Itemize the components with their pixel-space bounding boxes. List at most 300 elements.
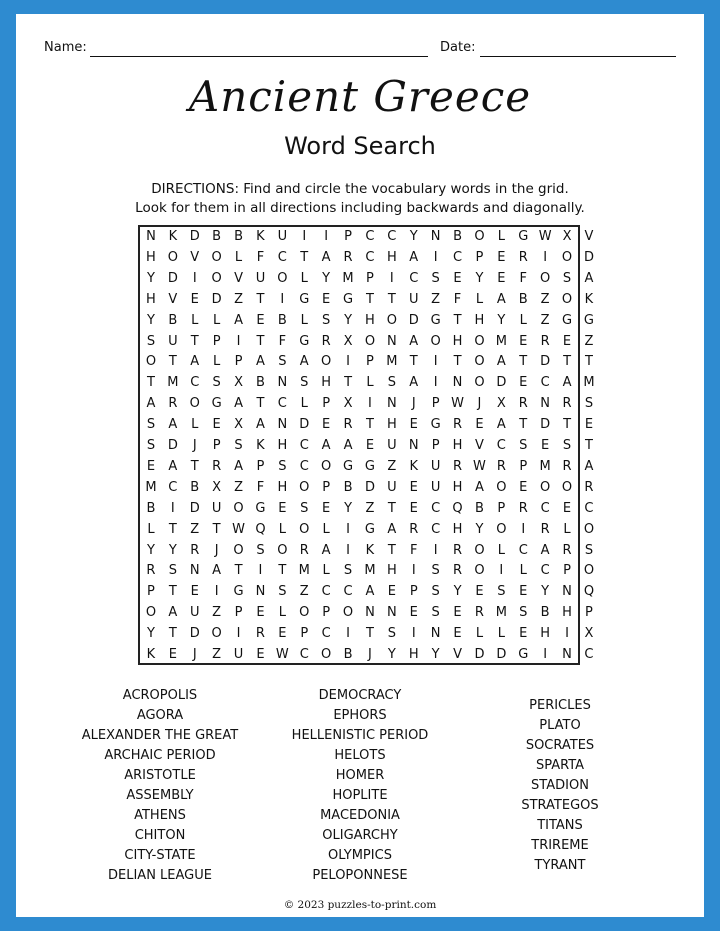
grid-letter: A	[190, 354, 200, 370]
grid-row	[140, 603, 593, 624]
grid-letter: G	[343, 291, 354, 307]
grid-letter: Y	[146, 270, 155, 286]
grid-letter: L	[300, 270, 308, 286]
grid-letter: A	[255, 417, 265, 433]
grid-letter: N	[365, 605, 375, 621]
grid-letter: S	[431, 270, 440, 286]
grid-letter: N	[540, 396, 550, 412]
grid-letter: A	[146, 396, 156, 412]
grid-letter: L	[497, 626, 505, 642]
grid-letter: U	[430, 458, 441, 474]
grid-letter: G	[299, 291, 310, 307]
grid-letter: A	[168, 605, 178, 621]
grid-letter: I	[368, 396, 372, 412]
grid-letter: K	[365, 542, 375, 558]
grid-letter: B	[146, 500, 156, 516]
grid-row	[140, 499, 594, 520]
grid-letter: L	[300, 312, 308, 328]
grid-letter: R	[518, 249, 528, 265]
grid-letter: U	[430, 479, 441, 495]
grid-letter: P	[431, 438, 440, 453]
name-line	[90, 56, 428, 57]
grid-letter: I	[521, 521, 526, 537]
grid-letter: T	[387, 542, 396, 558]
grid-letter: R	[453, 458, 463, 474]
grid-letter: T	[168, 584, 177, 600]
grid-letter: P	[256, 458, 265, 474]
grid-letter: Y	[168, 542, 177, 558]
grid-letter: H	[146, 249, 156, 265]
grid-letter: A	[496, 417, 506, 433]
grid-letter: W	[275, 647, 289, 662]
grid-letter: A	[496, 354, 506, 370]
grid-letter: O	[364, 333, 376, 349]
grid-letter: N	[430, 229, 441, 244]
grid-letter: A	[584, 270, 594, 286]
word-list-item: PERICLES	[529, 698, 591, 713]
grid-letter: A	[365, 584, 375, 600]
grid-letter: I	[389, 270, 394, 286]
word-list-item: TYRANT	[534, 858, 586, 873]
grid-letter: O	[189, 396, 200, 412]
grid-letter: O	[211, 626, 222, 642]
word-list-item: HOMER	[335, 768, 385, 783]
grid-letter: J	[411, 396, 416, 412]
grid-letter: E	[519, 626, 528, 642]
grid-letter: T	[453, 354, 462, 370]
grid-letter: U	[387, 479, 397, 495]
grid-letter: I	[433, 375, 438, 391]
grid-letter: Z	[234, 291, 243, 307]
grid-letter: E	[256, 605, 265, 621]
word-list-item: HELLENISTIC PERIOD	[291, 728, 429, 743]
grid-letter: Z	[299, 584, 309, 600]
grid-letter: K	[256, 438, 265, 453]
grid-letter: E	[322, 500, 331, 516]
grid-letter: I	[543, 249, 548, 265]
grid-letter: S	[562, 270, 572, 286]
grid-letter: H	[562, 605, 572, 621]
grid-letter: L	[475, 291, 484, 307]
grid-letter: P	[212, 333, 221, 349]
grid-letter: E	[409, 479, 418, 495]
grid-letter: A	[321, 438, 331, 453]
grid-letter: P	[234, 354, 243, 370]
grid-letter: G	[211, 396, 222, 412]
grid-row	[140, 436, 593, 457]
grid-letter: K	[168, 229, 178, 244]
grid-letter: B	[234, 229, 243, 244]
grid-letter: H	[474, 312, 485, 328]
grid-letter: O	[299, 521, 310, 537]
grid-row	[140, 290, 594, 311]
grid-letter: O	[540, 270, 551, 286]
grid-letter: G	[562, 312, 573, 328]
grid-letter: P	[497, 500, 506, 516]
grid-letter: E	[409, 417, 418, 433]
grid-letter: I	[236, 626, 241, 642]
grid-letter: O	[277, 542, 288, 558]
grid-letter: H	[277, 479, 288, 495]
grid-letter: O	[474, 333, 485, 349]
grid-letter: R	[474, 605, 484, 621]
word-list-item: AGORA	[136, 708, 184, 723]
grid-letter: T	[584, 438, 593, 453]
grid-letter: G	[430, 417, 441, 433]
grid-letter: O	[474, 375, 485, 391]
grid-letter: S	[519, 438, 528, 453]
grid-letter: W	[473, 458, 486, 474]
grid-letter: H	[452, 333, 463, 349]
grid-row	[140, 415, 594, 436]
grid-letter: E	[541, 438, 550, 453]
grid-letter: W	[451, 396, 464, 412]
word-list-item: STADION	[531, 778, 589, 793]
grid-letter: I	[302, 229, 307, 244]
grid-letter: H	[146, 291, 156, 307]
grid-letter: C	[277, 396, 287, 412]
grid-letter: R	[562, 458, 572, 474]
grid-letter: H	[452, 521, 463, 537]
grid-letter: O	[583, 563, 595, 579]
grid-letter: B	[474, 500, 484, 516]
grid-letter: E	[584, 417, 594, 433]
grid-letter: I	[170, 500, 175, 516]
grid-letter: T	[584, 354, 593, 370]
grid-letter: C	[496, 438, 506, 453]
grid-row	[140, 269, 594, 290]
grid-letter: E	[562, 500, 572, 516]
grid-letter: L	[278, 521, 286, 537]
grid-letter: T	[409, 354, 418, 370]
grid-letter: B	[453, 229, 462, 244]
grid-row	[140, 248, 594, 269]
word-list-item: OLIGARCHY	[322, 828, 398, 843]
grid-letter: C	[584, 647, 594, 662]
grid-letter: R	[212, 458, 222, 474]
grid-letter: Z	[540, 312, 550, 328]
word-list-item: SOCRATES	[525, 738, 595, 753]
grid-letter: F	[278, 333, 287, 349]
word-list-item: CITY-STATE	[124, 848, 196, 863]
grid-letter: M	[167, 375, 179, 391]
grid-letter: H	[386, 249, 397, 265]
grid-letter: I	[236, 333, 241, 349]
grid-letter: M	[386, 354, 398, 370]
grid-letter: C	[540, 500, 550, 516]
grid-letter: S	[497, 584, 506, 600]
grid-letter: D	[167, 438, 178, 453]
grid-letter: E	[322, 417, 331, 433]
grid-letter: E	[497, 249, 506, 265]
grid-letter: A	[321, 542, 331, 558]
grid-letter: S	[146, 438, 156, 453]
grid-letter: S	[146, 333, 156, 349]
grid-row	[140, 520, 595, 541]
grid-letter: L	[563, 521, 571, 537]
grid-row	[140, 332, 594, 353]
grid-letter: T	[387, 500, 396, 516]
grid-letter: D	[299, 417, 310, 433]
grid-letter: T	[212, 521, 221, 537]
grid-letter: L	[234, 249, 243, 265]
grid-letter: D	[211, 291, 222, 307]
page-subtitle: Word Search	[284, 132, 436, 160]
grid-letter: E	[562, 333, 572, 349]
grid-letter: X	[343, 396, 353, 412]
grid-letter: V	[168, 291, 178, 307]
grid-letter: R	[255, 626, 265, 642]
word-list-item: DEMOCRACY	[318, 688, 402, 703]
grid-letter: I	[543, 647, 548, 662]
grid-letter: N	[430, 626, 441, 642]
grid-letter: R	[343, 417, 353, 433]
grid-letter: I	[565, 626, 569, 642]
grid-letter: O	[167, 249, 178, 265]
grid-letter: Y	[541, 584, 550, 600]
grid-letter: O	[386, 312, 397, 328]
word-list-item: DELIAN LEAGUE	[108, 868, 212, 883]
grid-letter: G	[343, 458, 354, 474]
grid-letter: Z	[431, 291, 441, 307]
grid-letter: F	[453, 291, 462, 307]
grid-letter: B	[190, 479, 200, 495]
grid-letter: A	[168, 417, 178, 433]
grid-letter: T	[168, 521, 177, 537]
grid-letter: Y	[322, 270, 331, 286]
grid-letter: D	[167, 270, 178, 286]
grid-letter: O	[561, 479, 573, 495]
grid-letter: S	[300, 375, 309, 391]
grid-letter: P	[322, 479, 331, 495]
grid-letter: T	[344, 375, 353, 391]
grid-letter: V	[584, 229, 594, 244]
grid-letter: O	[145, 354, 157, 370]
grid-letter: N	[146, 229, 156, 244]
grid-letter: T	[190, 458, 199, 474]
grid-letter: E	[519, 375, 528, 391]
word-list-item: TITANS	[537, 818, 583, 833]
grid-letter: U	[387, 438, 397, 453]
grid-letter: Q	[452, 500, 463, 516]
grid-letter: H	[365, 312, 375, 328]
grid-letter: A	[409, 375, 419, 391]
grid-letter: Z	[387, 458, 397, 474]
header-fields	[44, 38, 676, 60]
grid-letter: E	[256, 312, 265, 328]
grid-letter: I	[214, 584, 219, 600]
grid-letter: S	[431, 563, 440, 579]
grid-letter: X	[212, 479, 222, 495]
grid-letter: F	[410, 542, 418, 558]
grid-letter: C	[321, 584, 331, 600]
grid-letter: P	[366, 270, 374, 286]
grid-letter: D	[496, 647, 507, 662]
grid-letter: S	[212, 375, 221, 391]
grid-letter: Y	[146, 626, 155, 642]
grid-letter: A	[409, 249, 419, 265]
grid-letter: F	[256, 479, 265, 495]
grid-letter: P	[563, 563, 571, 579]
grid-letter: O	[277, 270, 288, 286]
grid-letter: S	[278, 354, 287, 370]
grid-letter: I	[346, 521, 350, 537]
grid-letter: I	[411, 563, 416, 579]
grid-letter: R	[562, 542, 572, 558]
grid-letter: N	[562, 647, 572, 662]
grid-letter: T	[365, 626, 374, 642]
grid-row	[140, 394, 594, 415]
grid-letter: E	[519, 333, 528, 349]
grid-letter: H	[321, 375, 332, 391]
grid-letter: N	[386, 396, 397, 412]
grid-letter: Z	[365, 500, 375, 516]
directions	[16, 180, 704, 218]
grid-letter: P	[300, 626, 309, 642]
grid-letter: D	[408, 312, 419, 328]
grid-letter: W	[232, 521, 245, 537]
grid-letter: N	[189, 563, 200, 579]
word-column-2	[250, 686, 470, 886]
grid-letter: O	[474, 354, 485, 370]
grid-letter: U	[168, 333, 178, 349]
grid-letter: S	[431, 605, 440, 621]
grid-letter: X	[562, 229, 572, 244]
grid-letter: Z	[540, 291, 550, 307]
grid-letter: H	[452, 479, 463, 495]
grid-letter: O	[211, 249, 222, 265]
grid-letter: R	[146, 563, 156, 579]
grid-letter: A	[168, 458, 178, 474]
grid-letter: P	[409, 584, 418, 600]
grid-letter: U	[408, 291, 419, 307]
date-label: Date:	[440, 40, 476, 55]
grid-letter: C	[190, 375, 200, 391]
grid-letter: O	[496, 479, 507, 495]
grid-letter: X	[343, 333, 353, 349]
grid-letter: U	[277, 229, 288, 244]
grid-letter: D	[474, 647, 485, 662]
grid-letter: I	[346, 354, 350, 370]
grid-letter: P	[519, 458, 528, 474]
grid-letter: F	[519, 270, 527, 286]
grid-letter: B	[540, 605, 550, 621]
grid-letter: Y	[409, 229, 418, 244]
grid-letter: O	[145, 605, 157, 621]
date-line	[480, 56, 676, 57]
grid-letter: O	[496, 521, 507, 537]
grid-letter: C	[343, 584, 353, 600]
grid-letter: P	[585, 605, 593, 621]
grid-letter: H	[277, 438, 288, 453]
grid-row	[140, 227, 594, 248]
grid-letter: M	[145, 479, 157, 495]
grid-letter: S	[146, 417, 156, 433]
grid-letter: O	[299, 479, 310, 495]
grid-letter: O	[321, 647, 332, 662]
grid-letter: O	[321, 354, 332, 370]
grid-row	[140, 478, 594, 499]
grid-letter: E	[190, 584, 199, 600]
grid-letter: T	[278, 563, 287, 579]
grid-letter: L	[300, 396, 308, 412]
grid-letter: H	[386, 563, 397, 579]
word-list-item: TRIREME	[531, 838, 589, 853]
grid-letter: V	[234, 270, 243, 286]
grid-letter: O	[299, 605, 310, 621]
grid-letter: O	[561, 291, 573, 307]
grid-letter: S	[168, 563, 177, 579]
grid-letter: S	[387, 626, 396, 642]
grid-letter: X	[234, 375, 243, 391]
grid-letter: R	[518, 396, 528, 412]
copyright-footer: © 2023 puzzles-to-print.com	[283, 899, 437, 911]
grid-letter: Z	[190, 521, 200, 537]
grid-letter: T	[256, 333, 265, 349]
grid-letter: H	[386, 417, 397, 433]
grid-letter: O	[540, 479, 551, 495]
grid-letter: O	[233, 500, 244, 516]
grid-letter: B	[255, 375, 265, 391]
grid-letter: D	[540, 354, 551, 370]
grid-letter: R	[190, 542, 200, 558]
word-column-1	[50, 686, 270, 886]
grid-row	[140, 582, 595, 603]
grid-row	[140, 457, 594, 478]
grid-letter: Y	[146, 312, 155, 328]
grid-letter: I	[346, 542, 350, 558]
word-list-item: STRATEGOS	[521, 798, 599, 813]
word-list-item: HOPLITE	[332, 788, 388, 803]
grid-letter: T	[234, 563, 243, 579]
word-list	[16, 686, 704, 886]
grid-row	[140, 311, 594, 332]
grid-letter: V	[453, 647, 462, 662]
grid-letter: N	[277, 375, 288, 391]
grid-letter: M	[342, 270, 354, 286]
grid-letter: R	[453, 542, 463, 558]
grid-letter: T	[387, 291, 396, 307]
grid-letter: G	[518, 229, 529, 244]
grid-letter: L	[475, 626, 484, 642]
grid-letter: C	[540, 375, 550, 391]
grid-letter: C	[299, 458, 309, 474]
grid-letter: T	[256, 291, 265, 307]
grid-letter: P	[431, 396, 440, 412]
grid-letter: J	[477, 396, 482, 412]
grid-letter: Q	[255, 521, 266, 537]
grid-letter: O	[583, 521, 595, 537]
grid-letter: Y	[497, 312, 506, 328]
grid-letter: E	[475, 417, 484, 433]
grid-letter: P	[212, 438, 221, 453]
grid-letter: I	[499, 563, 504, 579]
grid-letter: A	[234, 312, 243, 328]
grid-letter: J	[192, 647, 197, 662]
grid-letter: B	[212, 229, 222, 244]
grid-letter: N	[452, 375, 463, 391]
grid-letter: L	[497, 542, 505, 558]
grid-letter: D	[189, 229, 200, 244]
grid-letter: T	[519, 417, 528, 433]
grid-letter: T	[300, 249, 309, 265]
grid-row	[140, 624, 594, 645]
grid-letter: D	[364, 479, 375, 495]
grid-letter: M	[539, 458, 551, 474]
grid-letter: Z	[234, 479, 243, 495]
letter-grid	[138, 225, 595, 665]
grid-letter: S	[562, 438, 572, 453]
